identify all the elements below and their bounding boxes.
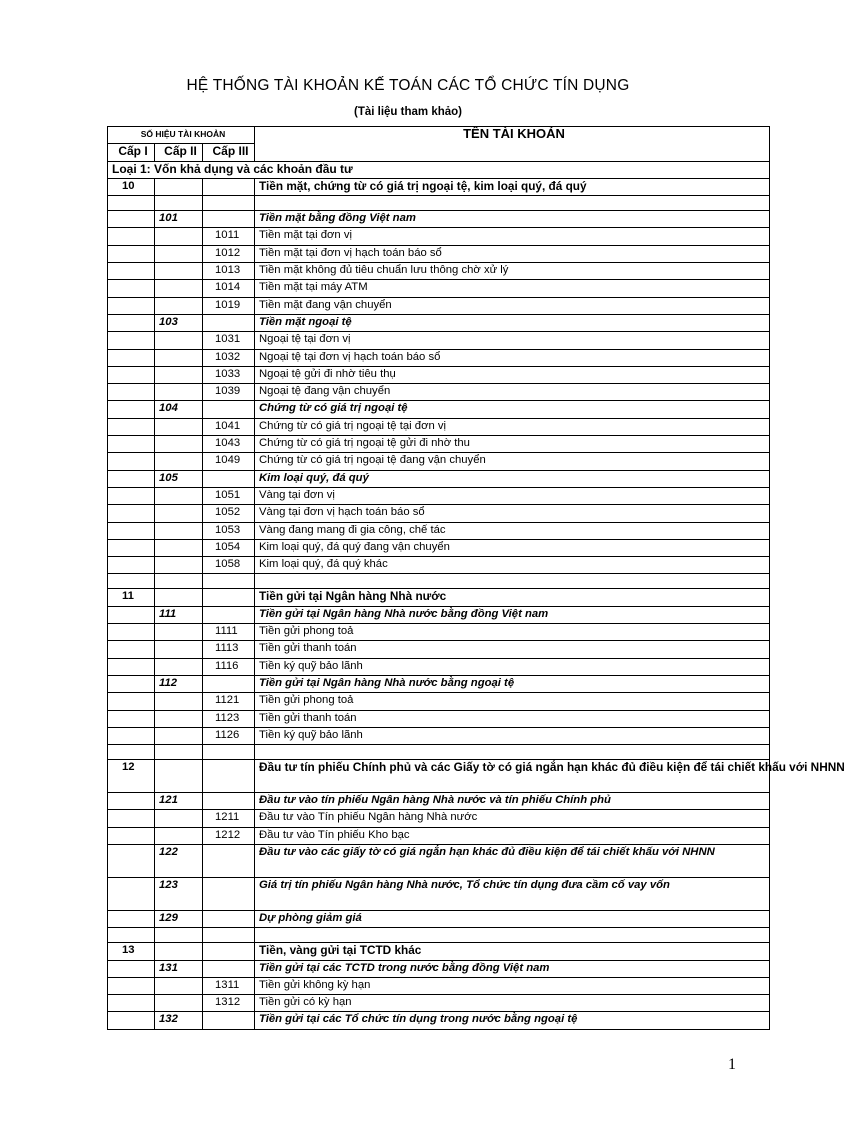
table-row (108, 453, 770, 470)
empty-cell (108, 349, 155, 366)
empty-cell (108, 1012, 155, 1029)
table-row (108, 228, 770, 245)
blank-cell (108, 196, 155, 211)
account-code: 1039 (203, 384, 255, 401)
empty-cell (155, 384, 203, 401)
account-name: Giá trị tín phiếu Ngân hàng Nhà nước, Tổ chức tín dụng đưa cầm cố vay vốn (255, 877, 770, 910)
empty-cell (155, 557, 203, 574)
empty-cell (108, 418, 155, 435)
empty-cell (108, 211, 155, 228)
empty-cell (155, 710, 203, 727)
account-name: Tiền gửi tại các TCTD trong nước bằng đồng Việt nam (255, 960, 770, 977)
empty-cell (155, 349, 203, 366)
empty-cell (108, 263, 155, 280)
table-row (108, 793, 770, 810)
account-name: Đầu tư vào các giấy tờ có giá ngắn hạn khác đủ điều kiện để tái chiết khấu với NHNN (255, 844, 770, 877)
empty-cell (155, 297, 203, 314)
table-row (108, 384, 770, 401)
account-name: Tiền gửi có kỳ hạn (255, 995, 770, 1012)
blank-row (108, 196, 770, 211)
account-code: 112 (155, 675, 203, 692)
account-name: Tiền mặt, chứng từ có giá trị ngoại tệ, kim loại quý, đá quý (255, 178, 770, 195)
empty-cell (108, 522, 155, 539)
account-name: Ngoại tệ tại đơn vị hạch toán báo sổ (255, 349, 770, 366)
table-row (108, 943, 770, 960)
account-name: Tiền ký quỹ bảo lãnh (255, 727, 770, 744)
table-row (108, 693, 770, 710)
blank-cell (255, 196, 770, 211)
empty-cell (108, 675, 155, 692)
table-row (108, 178, 770, 195)
empty-cell (155, 453, 203, 470)
empty-cell (108, 366, 155, 383)
table-row (108, 539, 770, 556)
blank-cell (203, 928, 255, 943)
empty-cell (155, 539, 203, 556)
account-code: 11 (108, 589, 155, 606)
account-name: Tiền gửi thanh toán (255, 710, 770, 727)
account-code: 129 (155, 910, 203, 927)
table-row (108, 436, 770, 453)
empty-cell (203, 910, 255, 927)
account-code: 121 (155, 793, 203, 810)
table-row (108, 245, 770, 262)
blank-row (108, 928, 770, 943)
table-row (108, 810, 770, 827)
account-code: 1051 (203, 487, 255, 504)
document-subtitle: (Tài liệu tham khảo) (354, 106, 462, 118)
account-code: 1014 (203, 280, 255, 297)
table-row (108, 844, 770, 877)
blank-cell (203, 745, 255, 760)
blank-cell (108, 574, 155, 589)
account-name: Đầu tư tín phiếu Chính phủ và các Giấy tờ có giá ngắn hạn khác đủ điều kiện để tái chiết khấu với NHNN (255, 760, 770, 793)
account-code: 122 (155, 844, 203, 877)
account-name: Tiền gửi tại các Tổ chức tín dụng trong nước bằng ngoại tệ (255, 1012, 770, 1029)
table-header-row (108, 127, 770, 144)
account-name: Đầu tư vào tín phiếu Ngân hàng Nhà nước và tín phiếu Chính phủ (255, 793, 770, 810)
empty-cell (203, 943, 255, 960)
table-row (108, 827, 770, 844)
account-code: 1116 (203, 658, 255, 675)
account-code: 1013 (203, 263, 255, 280)
account-code: 103 (155, 314, 203, 331)
empty-cell (108, 827, 155, 844)
account-code: 12 (108, 760, 155, 793)
empty-cell (108, 228, 155, 245)
header-level-1: Cấp I (108, 144, 155, 161)
empty-cell (155, 727, 203, 744)
empty-cell (108, 539, 155, 556)
account-table (107, 126, 845, 1030)
account-name: Tiền gửi tại Ngân hàng Nhà nước bằng ngoại tệ (255, 675, 770, 692)
account-name: Tiền mặt bằng đồng Việt nam (255, 211, 770, 228)
account-code: 104 (155, 401, 203, 418)
account-code: 1211 (203, 810, 255, 827)
empty-cell (108, 436, 155, 453)
empty-cell (108, 727, 155, 744)
empty-cell (203, 589, 255, 606)
document-title: HỆ THỐNG TÀI KHOẢN KẾ TOÁN CÁC TỔ CHỨC TÍN DỤNG (186, 77, 630, 94)
account-code: 13 (108, 943, 155, 960)
table-row (108, 401, 770, 418)
account-name: Tiền mặt tại đơn vị (255, 228, 770, 245)
empty-cell (108, 332, 155, 349)
empty-cell (203, 470, 255, 487)
empty-cell (155, 436, 203, 453)
account-code: 131 (155, 960, 203, 977)
empty-cell (108, 624, 155, 641)
blank-cell (255, 574, 770, 589)
empty-cell (155, 658, 203, 675)
account-name: Tiền gửi phong toả (255, 693, 770, 710)
table-row (108, 557, 770, 574)
account-name: Tiền mặt không đủ tiêu chuẩn lưu thông chờ xử lý (255, 263, 770, 280)
table-row (108, 589, 770, 606)
table-row (108, 522, 770, 539)
account-code: 1054 (203, 539, 255, 556)
empty-cell (203, 606, 255, 623)
account-code: 1212 (203, 827, 255, 844)
empty-cell (155, 693, 203, 710)
blank-cell (155, 574, 203, 589)
empty-cell (203, 178, 255, 195)
empty-cell (108, 401, 155, 418)
header-account-name: TÊN TÀI KHOẢN (255, 127, 770, 162)
table-row (108, 366, 770, 383)
empty-cell (108, 641, 155, 658)
empty-cell (108, 280, 155, 297)
table-row (108, 995, 770, 1012)
account-name: Tiền ký quỹ bảo lãnh (255, 658, 770, 675)
empty-cell (155, 505, 203, 522)
account-code: 1123 (203, 710, 255, 727)
empty-cell (203, 314, 255, 331)
blank-cell (108, 745, 155, 760)
empty-cell (108, 297, 155, 314)
empty-cell (108, 505, 155, 522)
empty-cell (108, 995, 155, 1012)
empty-cell (155, 589, 203, 606)
empty-cell (203, 760, 255, 793)
table-row (108, 280, 770, 297)
table-row (108, 314, 770, 331)
account-name: Tiền gửi tại Ngân hàng Nhà nước (255, 589, 770, 606)
account-code: 1012 (203, 245, 255, 262)
account-code: 1043 (203, 436, 255, 453)
account-code: 132 (155, 1012, 203, 1029)
account-name: Tiền mặt tại đơn vị hạch toán báo sổ (255, 245, 770, 262)
account-code: 1311 (203, 977, 255, 994)
empty-cell (155, 418, 203, 435)
table-row (108, 624, 770, 641)
account-name: Chứng từ có giá trị ngoại tệ tại đơn vị (255, 418, 770, 435)
page-number: 1 (728, 1056, 736, 1073)
table-row (108, 710, 770, 727)
empty-cell (108, 658, 155, 675)
empty-cell (203, 844, 255, 877)
table-row (108, 263, 770, 280)
account-name: Chứng từ có giá trị ngoại tệ gửi đi nhờ thu (255, 436, 770, 453)
empty-cell (108, 910, 155, 927)
empty-cell (155, 827, 203, 844)
empty-cell (108, 487, 155, 504)
empty-cell (155, 522, 203, 539)
account-name: Vàng đang mang đi gia công, chế tác (255, 522, 770, 539)
table-row (108, 910, 770, 927)
table-row (108, 487, 770, 504)
empty-cell (203, 1012, 255, 1029)
empty-cell (155, 943, 203, 960)
account-name: Đầu tư vào Tín phiếu Ngân hàng Nhà nước (255, 810, 770, 827)
empty-cell (108, 810, 155, 827)
header-level-2: Cấp II (155, 144, 203, 161)
table-row (108, 877, 770, 910)
table-row (108, 977, 770, 994)
table-row (108, 606, 770, 623)
account-name: Chứng từ có giá trị ngoại tệ đang vận chuyển (255, 453, 770, 470)
section-row (108, 161, 770, 178)
empty-cell (108, 977, 155, 994)
account-name: Ngoại tệ gửi đi nhờ tiêu thụ (255, 366, 770, 383)
account-name: Ngoại tệ tại đơn vị (255, 332, 770, 349)
empty-cell (108, 314, 155, 331)
empty-cell (108, 960, 155, 977)
account-name: Đầu tư vào Tín phiếu Kho bạc (255, 827, 770, 844)
header-level-3: Cấp III (203, 144, 255, 161)
table-row (108, 641, 770, 658)
table-row (108, 418, 770, 435)
empty-cell (155, 178, 203, 195)
empty-cell (155, 228, 203, 245)
account-code: 10 (108, 178, 155, 195)
account-name: Tiền mặt ngoại tệ (255, 314, 770, 331)
blank-cell (155, 928, 203, 943)
empty-cell (108, 606, 155, 623)
empty-cell (155, 280, 203, 297)
account-name: Dự phòng giảm giá (255, 910, 770, 927)
account-code: 1019 (203, 297, 255, 314)
blank-cell (255, 928, 770, 943)
account-code: 1033 (203, 366, 255, 383)
account-code: 105 (155, 470, 203, 487)
account-code: 1111 (203, 624, 255, 641)
account-code: 1049 (203, 453, 255, 470)
table-row (108, 960, 770, 977)
empty-cell (203, 877, 255, 910)
account-code: 1113 (203, 641, 255, 658)
table-row (108, 332, 770, 349)
empty-cell (108, 384, 155, 401)
account-name: Vàng tại đơn vị (255, 487, 770, 504)
table-row (108, 675, 770, 692)
account-code: 1053 (203, 522, 255, 539)
table-row (108, 727, 770, 744)
empty-cell (155, 977, 203, 994)
account-code: 101 (155, 211, 203, 228)
account-name: Kim loại quý, đá quý đang vận chuyển (255, 539, 770, 556)
table-row (108, 211, 770, 228)
empty-cell (108, 793, 155, 810)
header-account-number: SỐ HIỆU TÀI KHOẢN (108, 127, 255, 144)
empty-cell (155, 760, 203, 793)
account-name: Tiền gửi thanh toán (255, 641, 770, 658)
blank-cell (155, 745, 203, 760)
blank-row (108, 745, 770, 760)
empty-cell (203, 675, 255, 692)
empty-cell (108, 693, 155, 710)
account-name: Kim loại quý, đá quý khác (255, 557, 770, 574)
empty-cell (203, 960, 255, 977)
account-code: 123 (155, 877, 203, 910)
blank-cell (155, 196, 203, 211)
account-code: 1058 (203, 557, 255, 574)
empty-cell (155, 245, 203, 262)
blank-cell (203, 196, 255, 211)
account-name: Tiền mặt tại máy ATM (255, 280, 770, 297)
table-row (108, 349, 770, 366)
account-code: 1121 (203, 693, 255, 710)
table-row (108, 760, 770, 793)
empty-cell (108, 844, 155, 877)
table-row (108, 505, 770, 522)
table-row (108, 658, 770, 675)
account-name: Tiền, vàng gửi tại TCTD khác (255, 943, 770, 960)
account-code: 1126 (203, 727, 255, 744)
empty-cell (155, 810, 203, 827)
empty-cell (155, 366, 203, 383)
account-name: Ngoại tệ đang vận chuyển (255, 384, 770, 401)
account-name: Tiền gửi không kỳ hạn (255, 977, 770, 994)
empty-cell (203, 793, 255, 810)
account-code: 111 (155, 606, 203, 623)
section-title: Loại 1: Vốn khả dụng và các khoản đầu tư (108, 161, 770, 178)
empty-cell (108, 453, 155, 470)
empty-cell (155, 995, 203, 1012)
account-name: Tiền gửi phong toả (255, 624, 770, 641)
account-code: 1031 (203, 332, 255, 349)
account-code: 1052 (203, 505, 255, 522)
empty-cell (155, 624, 203, 641)
table-row (108, 470, 770, 487)
table-row (108, 1012, 770, 1029)
empty-cell (155, 487, 203, 504)
empty-cell (108, 557, 155, 574)
empty-cell (108, 877, 155, 910)
account-name: Kim loại quý, đá quý (255, 470, 770, 487)
empty-cell (203, 211, 255, 228)
empty-cell (203, 401, 255, 418)
account-code: 1041 (203, 418, 255, 435)
table-row (108, 297, 770, 314)
account-name: Tiền gửi tại Ngân hàng Nhà nước bằng đồng Việt nam (255, 606, 770, 623)
empty-cell (108, 245, 155, 262)
blank-row (108, 574, 770, 589)
blank-cell (203, 574, 255, 589)
empty-cell (155, 332, 203, 349)
empty-cell (155, 641, 203, 658)
account-code: 1312 (203, 995, 255, 1012)
empty-cell (108, 710, 155, 727)
blank-cell (255, 745, 770, 760)
account-name: Chứng từ có giá trị ngoại tệ (255, 401, 770, 418)
account-name: Vàng tại đơn vị hạch toán báo sổ (255, 505, 770, 522)
empty-cell (155, 263, 203, 280)
account-name: Tiền mặt đang vận chuyển (255, 297, 770, 314)
account-code: 1011 (203, 228, 255, 245)
empty-cell (108, 470, 155, 487)
blank-cell (108, 928, 155, 943)
account-code: 1032 (203, 349, 255, 366)
